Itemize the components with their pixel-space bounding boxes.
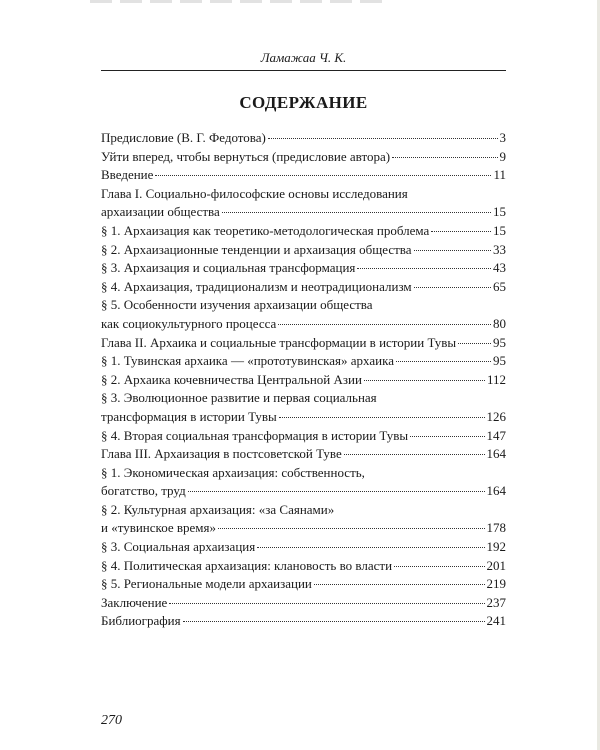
toc-entry-title: Введение <box>101 167 154 183</box>
toc-entry-title: § 5. Региональные модели архаизации <box>101 576 312 592</box>
toc-entry-page: 33 <box>493 241 506 257</box>
toc-entry-page: 219 <box>486 576 506 592</box>
toc-entry-title: богатство, труд <box>101 483 186 499</box>
toc-entry-line <box>101 315 506 334</box>
toc-entry-line <box>101 464 506 483</box>
toc-entry <box>101 594 506 613</box>
toc-entry-title: и «тувинское время» <box>101 520 216 536</box>
toc-entry <box>101 241 506 260</box>
toc-entry-title: § 2. Архаизационные тенденции и архаизация общества <box>101 241 412 257</box>
toc-entry <box>101 445 506 464</box>
toc-entry-page: 15 <box>493 222 506 238</box>
toc-entry <box>101 222 506 241</box>
toc-entry-title: § 1. Экономическая архаизация: собственность, <box>101 464 365 480</box>
toc-entry-title: § 1. Тувинская архаика — «прототувинская» архаика <box>101 353 394 369</box>
toc-entry-page: 95 <box>493 334 506 350</box>
toc-entry-line <box>101 427 506 446</box>
toc-entry-line <box>101 203 506 222</box>
toc-entry-title: трансформация в истории Тувы <box>101 408 277 424</box>
dot-leader <box>222 212 491 213</box>
dot-leader <box>414 287 491 288</box>
toc-entry <box>101 557 506 576</box>
toc-entry-line <box>101 296 506 315</box>
toc-entry <box>101 278 506 297</box>
toc-entry-title: § 4. Вторая социальная трансформация в истории Тувы <box>101 427 409 443</box>
toc-entry-page: 201 <box>486 557 506 573</box>
page-number: 270 <box>101 713 122 728</box>
toc-entry <box>101 259 506 278</box>
toc-entry-title: как социокультурного процесса <box>101 315 277 331</box>
toc-entry <box>101 185 506 222</box>
toc-entry-page: 164 <box>486 446 506 462</box>
toc-entry-line <box>101 259 506 278</box>
toc-entry-title: Библиография <box>101 613 181 629</box>
toc-entry-page: 95 <box>493 353 506 369</box>
dot-leader <box>169 603 484 604</box>
dot-leader <box>314 584 485 585</box>
toc-entry-page: 65 <box>493 278 506 294</box>
toc-entry-line <box>101 612 506 631</box>
toc-entry-line <box>101 334 506 353</box>
toc-entry-page: 192 <box>486 539 506 555</box>
dot-leader <box>410 436 484 437</box>
toc-entry <box>101 389 506 426</box>
toc-entry-line <box>101 166 506 185</box>
toc-entry-line <box>101 594 506 613</box>
toc-entry-line <box>101 482 506 501</box>
toc-entry-line <box>101 148 506 167</box>
dot-leader <box>268 138 498 139</box>
toc-entry-title: § 3. Эволюционное развитие и первая социальная <box>101 390 377 406</box>
toc-entry-page: 237 <box>486 594 506 610</box>
toc-entry-page: 241 <box>486 613 506 629</box>
toc-entry-line <box>101 371 506 390</box>
toc-entry <box>101 334 506 353</box>
toc-entry-page: 9 <box>499 148 506 164</box>
toc-entry-page: 147 <box>486 427 506 443</box>
toc-entry-page: 80 <box>493 315 506 331</box>
toc-entry-line <box>101 129 506 148</box>
toc-entry <box>101 575 506 594</box>
toc-entry <box>101 296 506 333</box>
toc-entry-title: Глава II. Архаика и социальные трансформации в истории Тувы <box>101 334 457 350</box>
dot-leader <box>357 268 491 269</box>
dot-leader <box>279 417 485 418</box>
toc-entry-page: 3 <box>499 130 506 145</box>
dot-leader <box>188 491 485 492</box>
dot-leader <box>183 621 485 622</box>
dot-leader <box>364 380 485 381</box>
toc-entry-page: 112 <box>486 371 506 387</box>
toc-entry-title: § 1. Архаизация как теоретико-методологическая проблема <box>101 222 430 238</box>
toc-entry-line <box>101 445 506 464</box>
toc-entry-page: 43 <box>493 260 506 276</box>
toc-entry-line <box>101 538 506 557</box>
toc-entry <box>101 501 506 538</box>
dot-leader <box>218 528 485 529</box>
toc-entry-title: архаизации общества <box>101 204 220 220</box>
toc-entry-title: Глава III. Архаизация в постсоветской Туве <box>101 446 342 462</box>
toc-entry <box>101 166 506 185</box>
toc-entry <box>101 129 506 148</box>
toc-entry-line <box>101 352 506 371</box>
dot-leader <box>278 324 491 325</box>
dot-leader <box>344 454 485 455</box>
toc-entry-page: 126 <box>486 408 506 424</box>
toc-entry-title: Предисловие (В. Г. Федотова) <box>101 130 266 145</box>
toc-entry-title: § 2. Культурная архаизация: «за Саянами» <box>101 501 335 517</box>
toc-entry-title: Заключение <box>101 594 168 610</box>
toc-entry <box>101 352 506 371</box>
dot-leader <box>431 231 491 232</box>
running-header: Ламажаа Ч. К. <box>101 50 506 71</box>
toc-entry-title: § 5. Особенности изучения архаизации общества <box>101 297 373 313</box>
dot-leader <box>257 547 484 548</box>
dot-leader <box>458 343 491 344</box>
toc-entry-line <box>101 278 506 297</box>
table-of-contents <box>101 129 506 631</box>
toc-entry-line <box>101 519 506 538</box>
toc-entry-title: § 4. Архаизация, традиционализм и неотрадиционализм <box>101 278 412 294</box>
toc-entry-line <box>101 557 506 576</box>
dot-leader <box>396 361 491 362</box>
dot-leader <box>414 250 491 251</box>
toc-entry-title: Уйти вперед, чтобы вернуться (предисловие автора) <box>101 148 391 164</box>
toc-entry <box>101 148 506 167</box>
toc-entry <box>101 371 506 390</box>
toc-entry-line <box>101 501 506 520</box>
toc-entry-page: 178 <box>486 520 506 536</box>
toc-entry <box>101 538 506 557</box>
toc-entry <box>101 612 506 631</box>
toc-entry-line <box>101 185 506 204</box>
toc-entry-page: 164 <box>486 483 506 499</box>
toc-title: СОДЕРЖАНИЕ <box>239 93 368 112</box>
toc-entry-line <box>101 222 506 241</box>
toc-entry-title: § 3. Архаизация и социальная трансформация <box>101 260 356 276</box>
page-top-edge <box>90 0 390 3</box>
toc-entry <box>101 427 506 446</box>
toc-entry-line <box>101 389 506 408</box>
dot-leader <box>155 175 491 176</box>
toc-entry-title: § 2. Архаика кочевничества Центральной Азии <box>101 371 362 387</box>
toc-entry-title: § 3. Социальная архаизация <box>101 539 256 555</box>
toc-entry-title: § 4. Политическая архаизация: клановость во власти <box>101 557 393 573</box>
toc-entry-page: 11 <box>493 167 506 183</box>
toc-entry <box>101 464 506 501</box>
toc-entry-page: 15 <box>493 204 506 220</box>
toc-entry-line <box>101 241 506 260</box>
toc-entry-line <box>101 575 506 594</box>
dot-leader <box>392 157 497 158</box>
dot-leader <box>394 566 484 567</box>
toc-entry-line <box>101 408 506 427</box>
toc-entry-title: Глава I. Социально-философские основы исследования <box>101 185 408 201</box>
